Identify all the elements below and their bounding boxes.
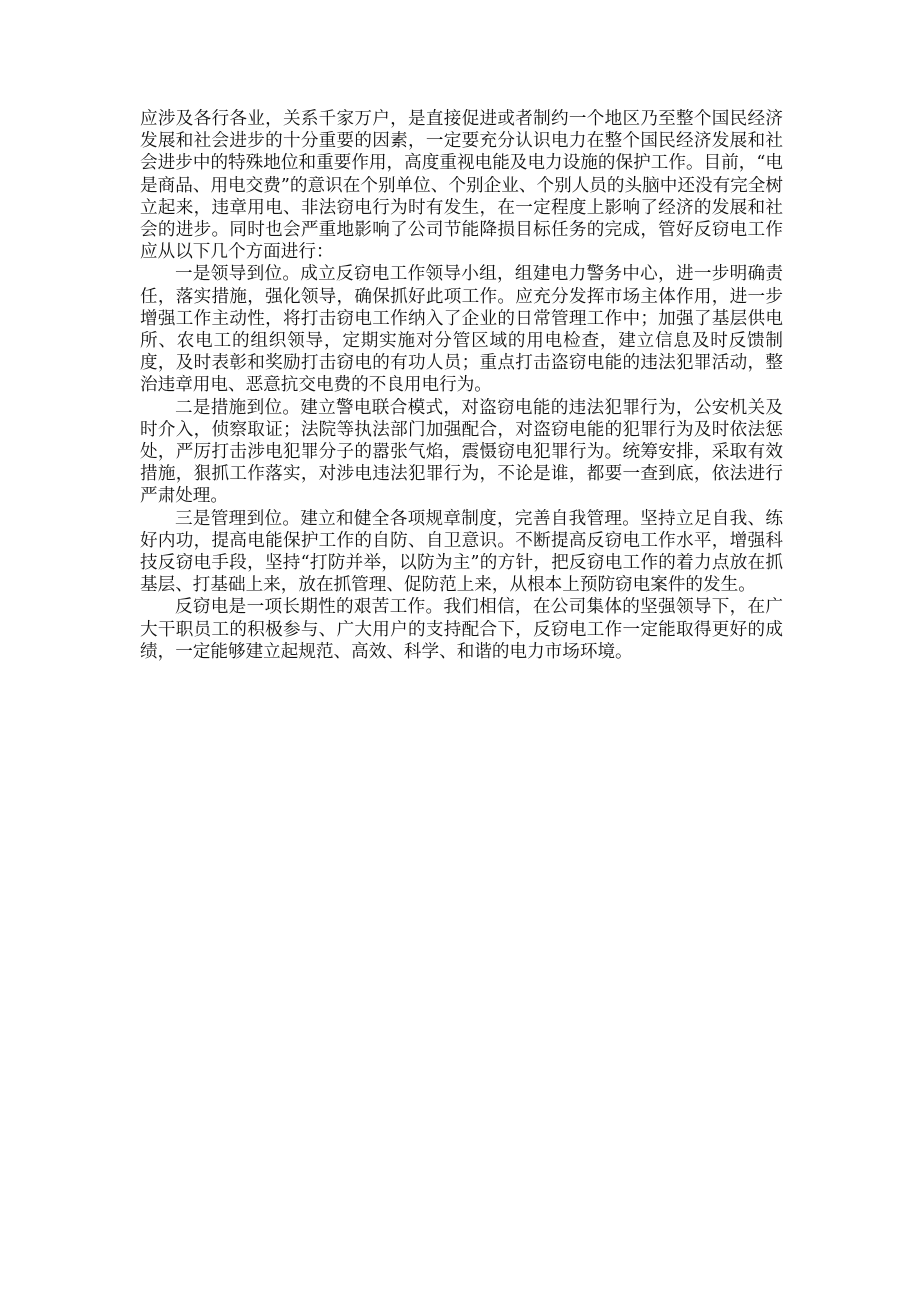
paragraph-intro: 应涉及各行各业，关系千家万户，是直接促进或者制约一个地区乃至整个国民经济发展和社会进步的十分重要的因素，一定要充分认识电力在整个国民经济发展和社会进步中的特殊地位和重要作用，高度重视电能及电力设施的保护工作。目前，“电是商品、用电交费”的意识在个别单位、个别企业、个别人员的头脑中还没有完全树立起来，违章用电、非法窃电行为时有发生，在一定程度上影响了经济的发展和社会的进步。同时也会严重地影响了公司节能降损目标任务的完成，管好反窃电工作应从以下几个方面进行： <box>140 109 783 263</box>
paragraph-leadership: 一是领导到位。成立反窃电工作领导小组，组建电力警务中心，进一步明确责任，落实措施，强化领导，确保抓好此项工作。应充分发挥市场主体作用，进一步增强工作主动性，将打击窃电工作纳入了企业的日常管理工作中；加强了基层供电所、农电工的组织领导，定期实施对分管区域的用电检查，建立信息及时反馈制度，及时表彰和奖励打击窃电的有功人员；重点打击盗窃电能的违法犯罪活动，整治违章用电、恶意抗交电费的不良用电行为。 <box>140 264 783 396</box>
paragraph-measures: 二是措施到位。建立警电联合模式，对盗窃电能的违法犯罪行为，公安机关及时介入，侦察取证；法院等执法部门加强配合，对盗窃电能的犯罪行为及时依法惩处，严厉打击涉电犯罪分子的嚣张气焰，震慑窃电犯罪行为。统筹安排，采取有效措施，狠抓工作落实，对涉电违法犯罪行为，不论是谁，都要一查到底，依法进行严肃处理。 <box>140 397 783 507</box>
paragraph-management: 三是管理到位。建立和健全各项规章制度，完善自我管理。坚持立足自我、练好内功，提高电能保护工作的自防、自卫意识。不断提高反窃电工作水平，增强科技反窃电手段，坚持“打防并举，以防为主”的方针，把反窃电工作的着力点放在抓基层、打基础上来，放在抓管理、促防范上来，从根本上预防窃电案件的发生。 <box>140 508 783 596</box>
paragraph-conclusion: 反窃电是一项长期性的艰苦工作。我们相信，在公司集体的坚强领导下，在广大干职员工的积极参与、广大用户的支持配合下，反窃电工作一定能取得更好的成绩，一定能够建立起规范、高效、科学、和谐的电力市场环境。 <box>140 597 783 662</box>
document-body <box>140 108 783 663</box>
